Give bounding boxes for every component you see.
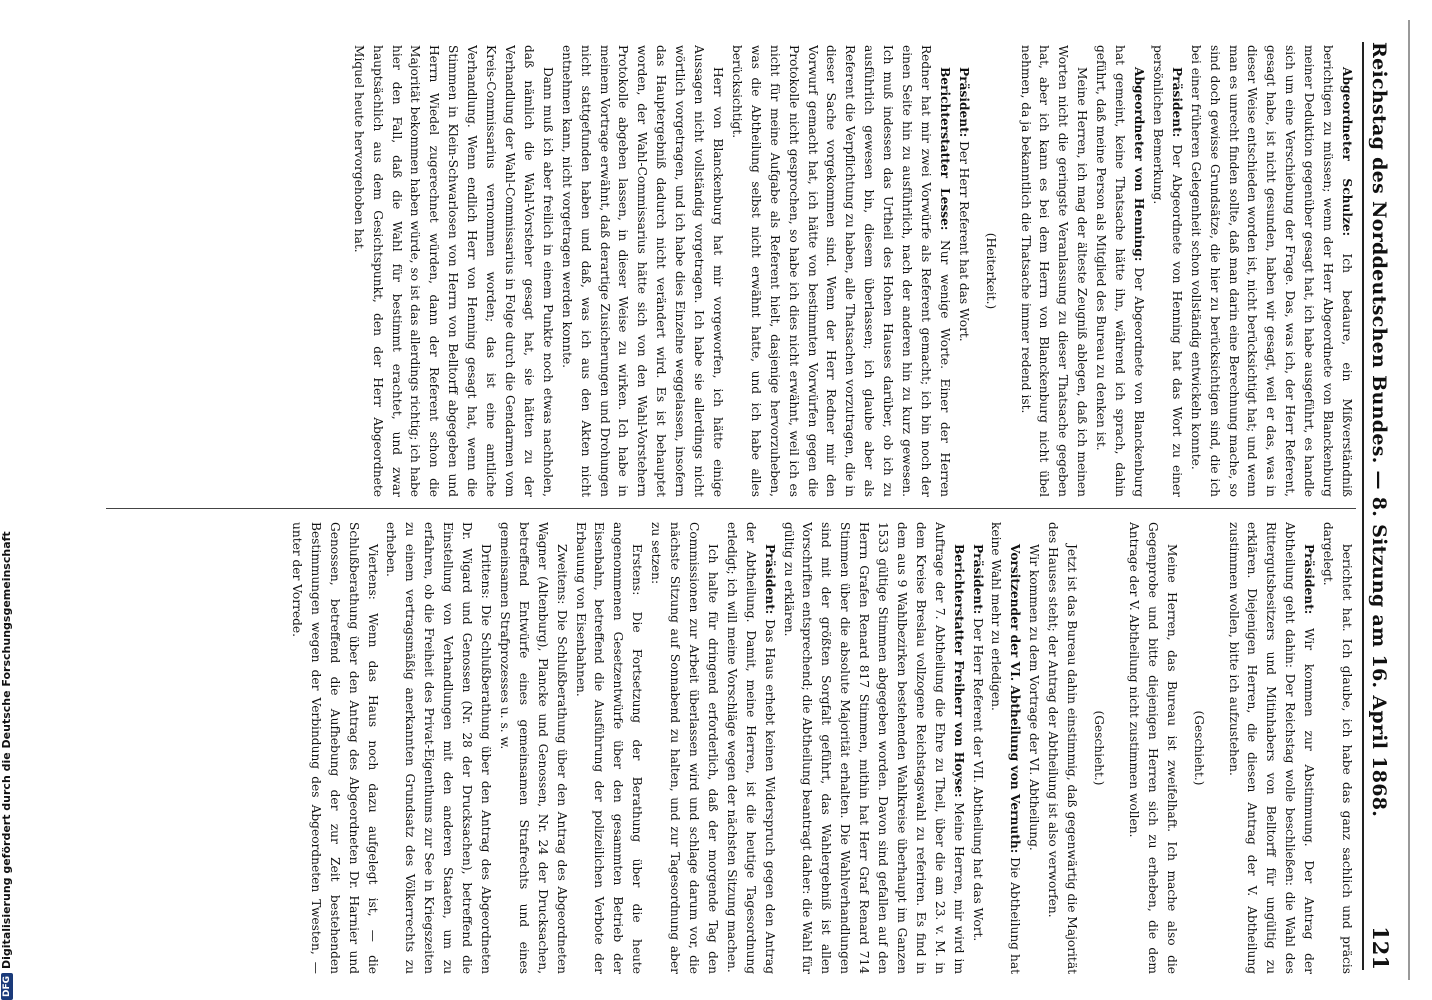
speaker-name: Vorsitzender der VI. Abtheilung von Vernuth: xyxy=(1008,544,1023,854)
paragraph xyxy=(495,522,571,974)
paragraph-text: Der Herr Referent der VII. Abtheilung hat das Wort. xyxy=(970,618,985,942)
stage-direction: (Geschieht.) xyxy=(1191,710,1206,786)
paragraph-text: Das Haus erhebt keinen Widerspruch gegen den Antrag der Abtheilung. Damit, meine Herren, ist die heutige Tagesordnung erledigt; ich will meine Vorschläge wegen der nächsten Sitzung machen. xyxy=(724,522,777,974)
paragraph-text: Viertens: Wenn das Haus noch dazu aufgelegt ist, — die Schlußberathung über den Antrag des Abgeordneten Dr. Harnier und Genossen, betreffend die Aufhebung der zur Zeit bestehenden Bestimmungen wegen der Verbindung des Abgeordneten Twesten, — unter der Vorrede. xyxy=(289,522,380,974)
dfg-logo: DFG xyxy=(1,973,13,1000)
paragraph xyxy=(1124,522,1181,974)
paragraph xyxy=(779,522,968,974)
paragraph-text: Herr von Blanckenburg hat mir vorgeworfen, ich hätte einige Aussagen nicht vollständig vorgetragen. Ich habe sie allerdings nicht wörtlich vorgetragen, und ich habe dies Einzelne weggelassen, insofern das Hauptergebniß dadurch nicht verändert wird. Es ist behauptet worden, der Wahl-Commissarius hätte sich von den Wahl-Vorstehern Protokolle abgeben lassen, in dieser Weise zu wirken. Ich habe in meinem Vortrage erwähnt, daß derartige Zusicherungen und Drohungen nicht stattgefunden haben und daß, was ich aus den Akten nicht entnehmen kann, nicht vorgetragen werden konnte. xyxy=(559,45,725,497)
digitization-footer xyxy=(0,0,13,1000)
paragraph-text: Der Abgeordnete von Henning hat das Wort zu einer persönlichen Bemerkung. xyxy=(1150,45,1184,497)
paragraph xyxy=(1091,45,1148,497)
paragraph xyxy=(1318,522,1356,974)
paragraph-text: Meine Herren, das Bureau ist zweifelhaft. Ich mache also die Gegenprobe und bitte diejenigen Herren sich zu erheben, die dem Antrage der V. Abtheilung nicht zustimmen wollen. xyxy=(1126,522,1179,974)
speaker-name: Abgeordneter Schulze: xyxy=(1340,67,1354,237)
paragraph-text: Nur wenige Worte. Einer der Herren Redner hat mir zwei Vorwürfe als Referent gemacht; ich bin noch der einen Seite hin zu ausführlich, nach der anderen hin zu kurz gewesen. Ich muß indessen das Urtheil des Hohen Hauses darüber, ob ich zu ausführlich gewesen bin, diesem überlassen; ich glaube aber als Referent die Verpflichtung zu haben, alle Thatsachen vorzutragen, die in dieser Sache vorgekommen sind. Wenn der Herr Redner mir den Vorwurf gemacht hat, ich hätte von bestimmten Vorwürfen gegen die Protokolle nicht gesprochen, so habe ich dies nicht erwähnt, weil ich es nicht für meine Aufgabe als Referent hielt, dasjenige hervorzuheben, was die Abtheilung selbst nicht erwähnt hatte, und ich habe alles berücksichtigt. xyxy=(729,45,952,497)
paragraph-text: Drittens: Die Schlußberathung über den Antrag des Abgeordneten Dr. Wigard und Genossen (Nr. 28 der Drucksachen), betreffend die Einstellung von Verhandlungen mit den anderen Staaten, um zu erfahren, ob die Freiheit des Privat-Eigenthums zur See in Kriegszeiten zu einem vertragsmäßig anerkannten Grundsatz des Völkerrechts zu erheben. xyxy=(384,522,494,974)
speaker-name: Präsident: xyxy=(762,544,777,615)
paragraph xyxy=(571,522,647,974)
paragraph xyxy=(1024,522,1043,974)
left-text-column xyxy=(106,45,1356,497)
paragraph xyxy=(287,522,382,974)
page-edge xyxy=(1408,20,1410,980)
paragraph xyxy=(646,522,722,974)
speaker-name: Berichterstatter Lesse: xyxy=(937,67,952,231)
paragraph xyxy=(968,522,987,974)
paragraph-text: Jetzt ist das Bureau dahin einstimmig, daß gegenwärtig die Majorität des Hauses steht; der Antrag der Abtheilung ist also verworfen. xyxy=(1046,522,1080,974)
paragraph xyxy=(382,522,495,974)
speaker-name: Präsident: xyxy=(1169,67,1184,138)
speaker-name: Präsident: xyxy=(956,67,971,138)
page-header xyxy=(1362,42,1408,970)
paragraph-text: Erstens: Die Fortsetzung der Berathung über die heute angenommenen Gesetzentwürfe über den gesammten Betrieb der Eisenbahn, betreffend die Ausführung der polizeilichen Verbote der Erbauung von Eisenbahnen. xyxy=(573,522,645,974)
paragraph-text: Zweitens: Die Schlußberathung über den Antrag des Abgeordneten Wagner (Altenburg), Plancke und Genossen, Nr. 24 der Drucksachen, betreffend Entwürfe eines gemeinsamen Strafrechts und eines gemeinsamen Strafprozesses u. s. w. xyxy=(497,522,569,974)
running-title: Reichstag des Norddeutschen Bundes. — 8. Sitzung am 16. April 1868. xyxy=(1368,42,1390,818)
paragraph-text: berichtet hat. Ich glaube, ich habe das ganz sachlich und präcis dargelegt. xyxy=(1321,522,1354,974)
speaker-name: Berichterstatter Freiherr von Hoyse: xyxy=(951,544,966,798)
paragraph-text: Meine Herren, ich mag der älteste Zeugniß ablegen, daß ich meinen Worten nicht die geringste Veranlassung zu dieser Thatsache gegeben hat, aber ich kann es bei dem Herrn von Blanckenburg nicht übel nehmen, da ja bekanntlich die Thatsache immer redend ist. xyxy=(1018,45,1090,497)
speaker-name: Präsident: xyxy=(970,544,985,615)
stage-direction: (Geschieht.) xyxy=(1092,710,1107,786)
paragraph xyxy=(987,522,1025,974)
speaker-name: Abgeordneter von Henning: xyxy=(1132,67,1147,262)
column-divider xyxy=(106,508,1356,509)
paragraph xyxy=(349,45,557,497)
paragraph xyxy=(722,522,779,974)
paragraph xyxy=(1148,45,1186,497)
paragraph xyxy=(1186,45,1356,497)
right-text-column xyxy=(106,522,1356,974)
paragraph-text: Die Abtheilung hat keine Wahl mehr zu erledigen. xyxy=(989,522,1023,974)
paragraph-text: Wir kommen zur Abstimmung. Der Antrag der Abtheilung geht dahin: Der Reichstag wolle beschließen: die Wahl des Rittergutsbesitzers und Mitinhabers von Belltorff für ungültig zu erklären. Diejenigen Herren, die diesen Antrag der V. Abtheilung zustimmen wollen, bitte ich aufzustehen. xyxy=(1226,522,1317,974)
paragraph xyxy=(557,45,727,497)
paragraph xyxy=(1043,522,1081,974)
paragraph xyxy=(727,45,954,497)
stage-direction: (Heiterkeit.) xyxy=(983,232,998,310)
paragraph xyxy=(1224,522,1319,974)
digitization-note: Digitalisierung gefördert durch die Deutsche Forschungsgemeinschaft xyxy=(0,531,13,969)
paragraph-text: Ich bedaure, ein Mißverständniß berichtigen zu müssen; wenn der Herr Abgeordnete von Blanckenburg meiner Deduktion gegenüber gesagt hat, ich habe ausgeführt, es handle sich um eine Verschiebung der Frage. Das, was ich, der Herr Referent, gesagt habe, ist nicht gesunden, haben wir gesagt, weil er das, was in dieser Weise entschieden worden ist, nicht berücksichtigt hat; und wenn man es unrecht finden sollte, daß man darin eine Berechnung mache, so sind doch gewisse Grundsätze, die hier zu berücksichtigen sind, die ich bei einer früheren Gelegenheit schon vollständig entwickeln konnte. xyxy=(1188,45,1354,497)
paragraph-text: Der Abgeordnete von Blanckenburg hat gemeint, keine Thatsache hätte ihn, während ich sprach, dahin geführt, daß meine Person als Mitglied des Bureau zu denken ist. xyxy=(1094,45,1147,497)
paragraph xyxy=(1016,45,1092,497)
paragraph-text: Meine Herren, mir wird im Auftrage der 7. Abtheilung die Ehre zu Theil, über die am 23. v. M. in dem Kreise Breslau vollzogene Reichstagswahl zu referiren. Es find in dem aus 9 Wahlbezirken bestehenden Wahlkreise überhaupt im Ganzen 1533 gültige Stimmen abgegeben worden. Davon sind gefallen auf den Herrn Grafen Renard 817 Stimmen, mithin hat Herr Graf Renard 714 Stimmen über die absolute Majorität erhalten. Die Wahlverhandlungen sind mit der größten Sorgfalt geführt, das Wahlergebniß ist allen Vorschriften entsprechend; die Abtheilung beantragt daher: die Wahl für gültig zu erklären. xyxy=(781,522,966,974)
paragraph xyxy=(954,45,973,497)
paragraph-text: Wir kommen zu dem Vortrage der VI. Abtheilung. xyxy=(1027,544,1042,851)
paragraph-text: Ich halte für dringend erforderlich, daß der morgende Tag den Commissionen zur Arbeit überlassen wird und schlage darum vor, die nächste Sitzung auf Sonnabend zu halten, und zur Tagesordnung aber zu setzen: xyxy=(649,522,720,974)
speaker-name: Präsident: xyxy=(1302,544,1317,615)
page-number: 121 xyxy=(1368,926,1393,970)
paragraph-text: Der Herr Referent hat das Wort. xyxy=(956,141,971,342)
document-page xyxy=(60,0,1420,1000)
paragraph-text: Dann muß ich aber freilich in einem Punkte noch etwas nachholen, daß nämlich die Wahl-Vorsteher gesagt hat, sie hätten zu der Verhandlung der Wahl-Commissarius in Folge durch die Gendarmen vom Kreis-Commissarius vernommen worden; das ist eine amtliche Verhandlung. Wenn endlich Herr von Henning gesagt hat, wenn die Stimmen in Klein-Schwarlosen von Herrn von Belltorff abgegeben und Herrn Wiedel zugerechnet würden, dann der Referent schon die Majorität bekommen haben würde, so ist das allerdings richtig; ich habe hier den Fall, daß die Wahl für bestimmt erachtet, und zwar hauptsächlich aus dem Gesichtspunkt, den der Herr Abgeordnete Miquel heute hervorgehoben hat. xyxy=(351,45,555,497)
